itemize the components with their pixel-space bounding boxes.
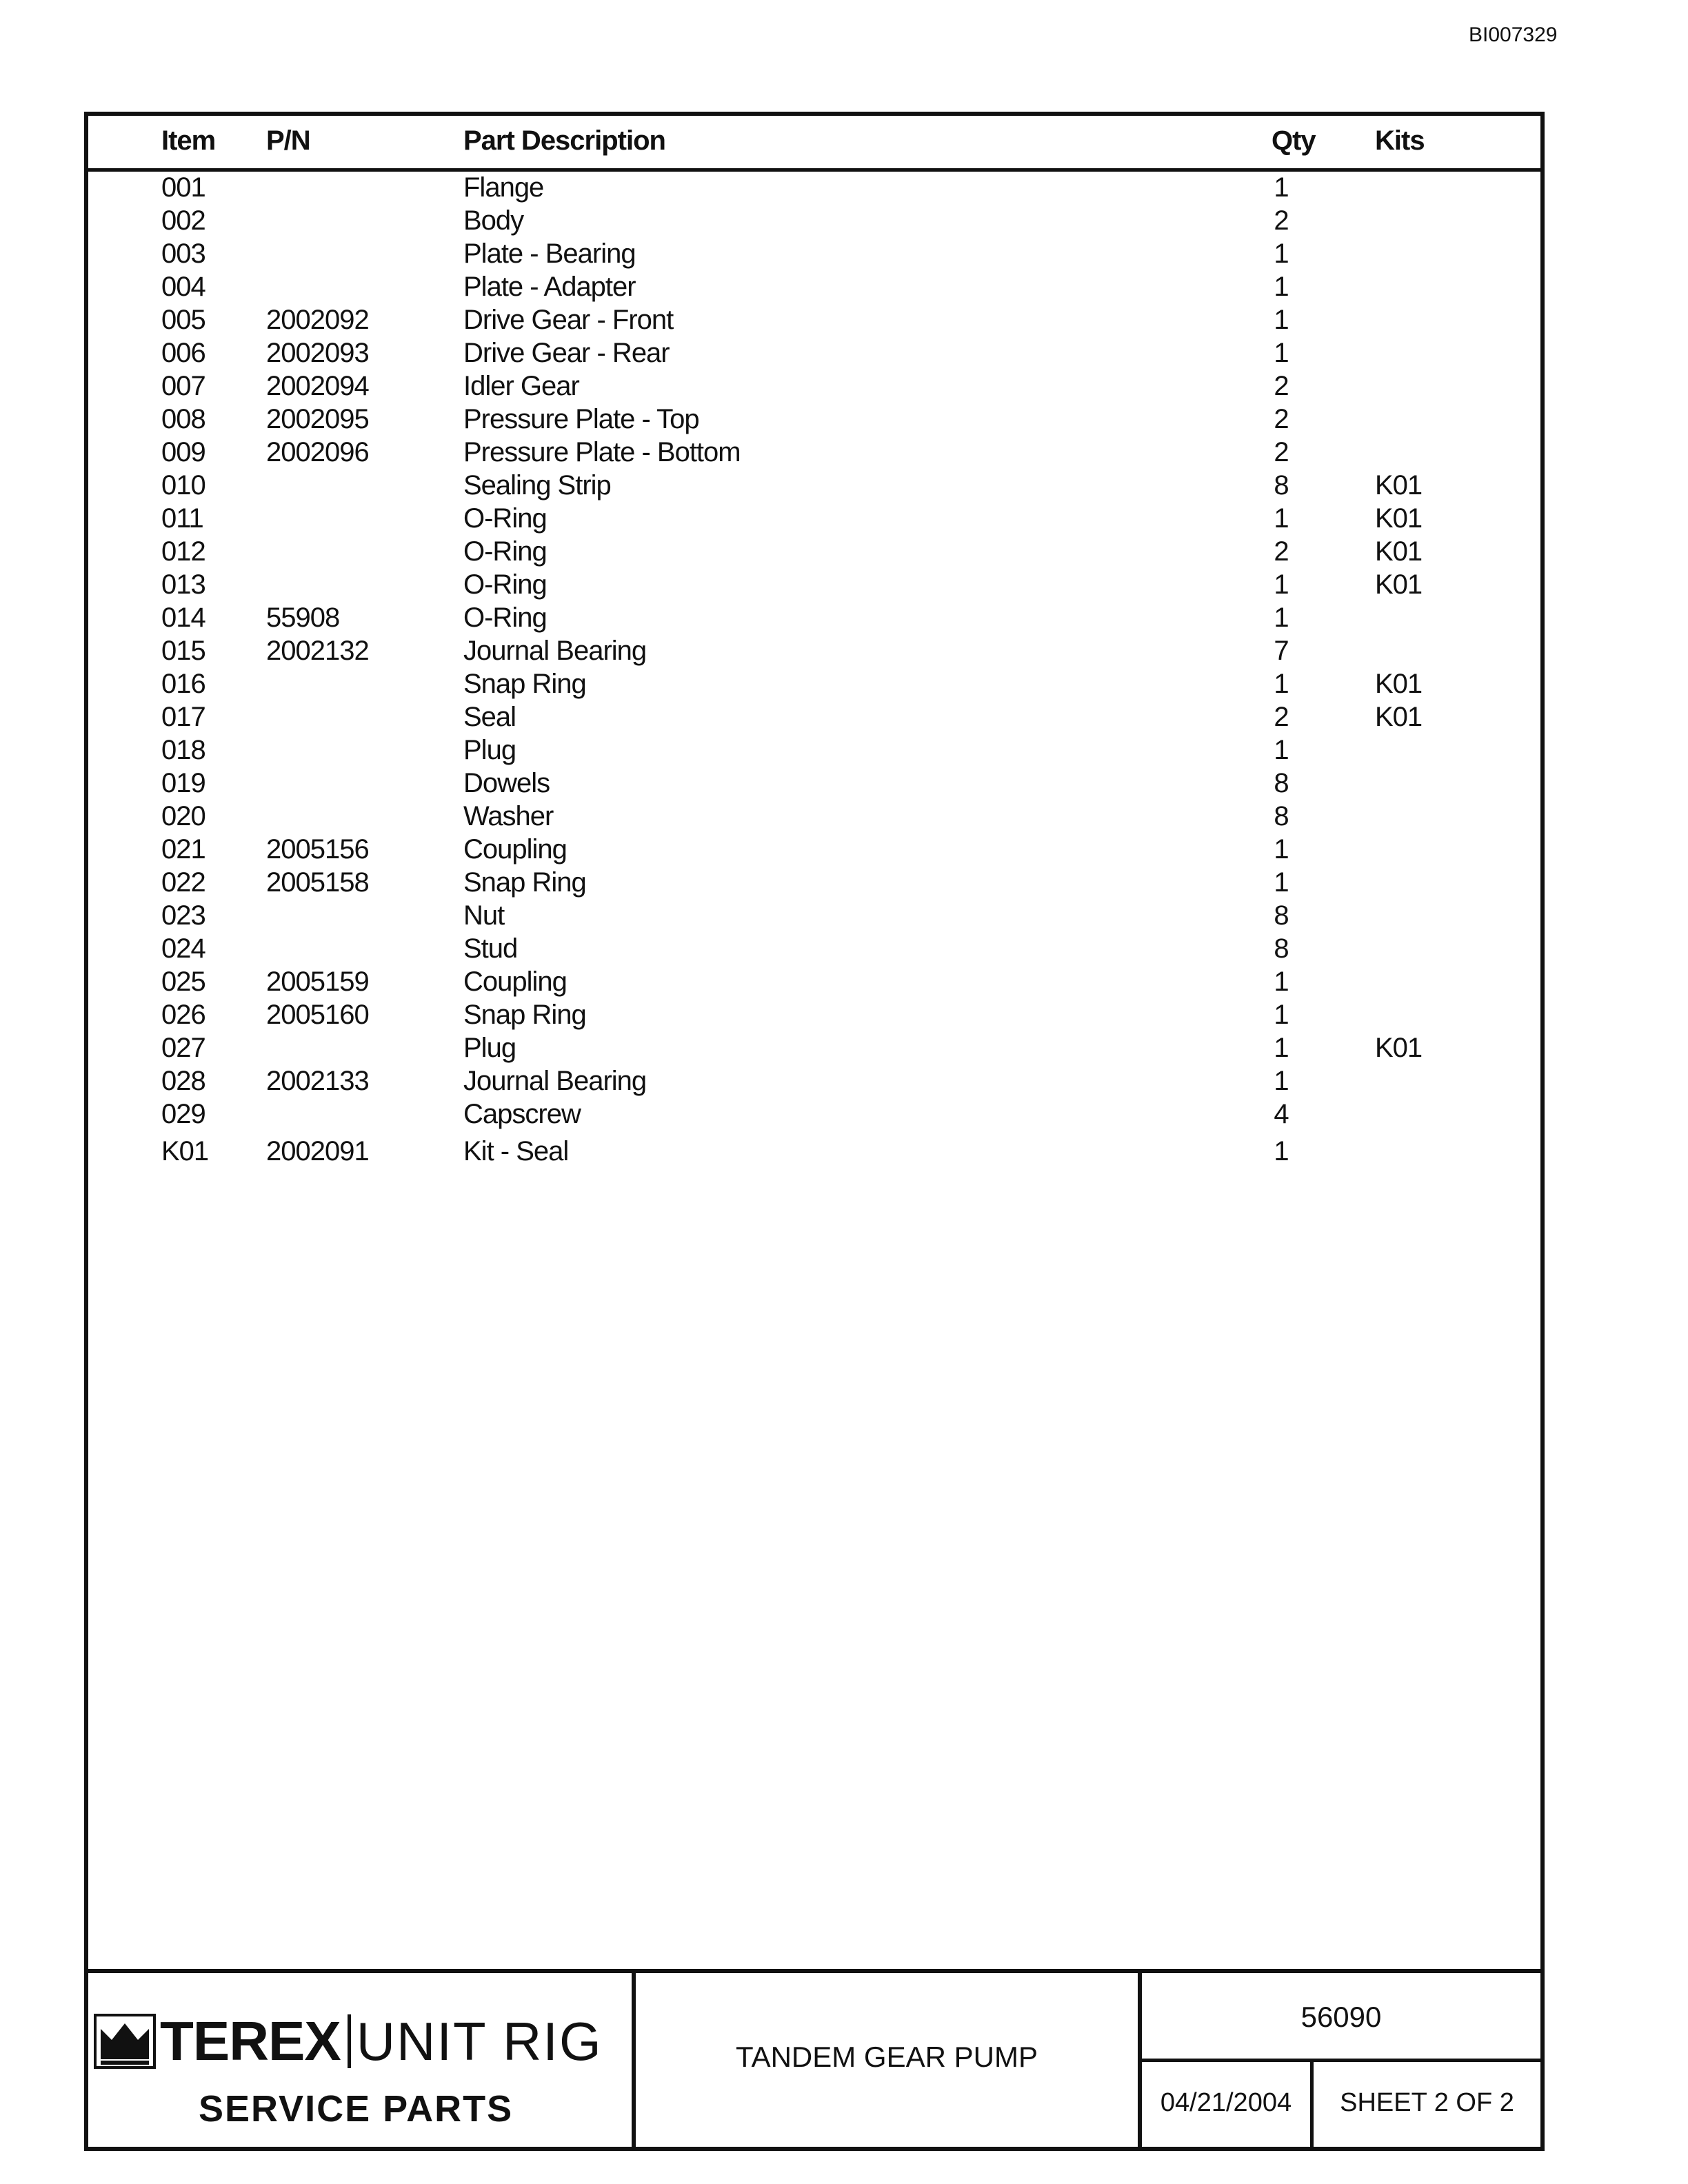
table-row: [88, 1098, 1540, 1131]
part-item-number: 002: [161, 205, 205, 236]
part-description: Plug: [463, 1033, 516, 1063]
part-quantity: 1: [1274, 305, 1289, 335]
part-description: Coupling: [463, 967, 567, 997]
part-quantity: 2: [1274, 404, 1289, 434]
part-number: 2002133: [266, 1066, 369, 1096]
part-item-number: 024: [161, 933, 205, 964]
part-item-number: 014: [161, 603, 205, 633]
part-number: 2002096: [266, 437, 369, 467]
part-item-number: 022: [161, 867, 205, 898]
part-quantity: 1: [1274, 867, 1289, 898]
part-quantity: 1: [1274, 603, 1289, 633]
title-cell: [636, 1973, 1142, 2147]
part-item-number: 012: [161, 536, 205, 567]
table-row: [88, 866, 1540, 899]
part-number: 2005159: [266, 967, 369, 997]
part-description: Nut: [463, 900, 505, 931]
part-number: 2005160: [266, 1000, 369, 1030]
part-number: 2005158: [266, 867, 369, 898]
part-number: 55908: [266, 603, 340, 633]
part-description: O-Ring: [463, 503, 547, 534]
title-block: [88, 1969, 1540, 2147]
part-quantity: 7: [1274, 636, 1289, 666]
part-item-number: 003: [161, 239, 205, 269]
part-description: Coupling: [463, 834, 567, 865]
part-kit: K01: [1375, 702, 1423, 732]
part-description: Pressure Plate - Top: [463, 404, 699, 434]
part-item-number: 027: [161, 1033, 205, 1063]
drawing-number-cell: [1142, 1973, 1540, 2062]
table-row: [88, 800, 1540, 833]
part-description: Seal: [463, 702, 516, 732]
part-description: Journal Bearing: [463, 1066, 647, 1096]
sheet-number: SHEET 2 OF 2: [1340, 2088, 1514, 2117]
assembly-title: TANDEM GEAR PUMP: [736, 2041, 1038, 2073]
table-row: [88, 601, 1540, 634]
part-description: Flange: [463, 172, 544, 203]
document-id: BI007329: [1469, 23, 1558, 46]
table-row: [88, 303, 1540, 336]
part-quantity: 1: [1274, 569, 1289, 600]
table-row: [88, 469, 1540, 502]
part-quantity: 1: [1274, 834, 1289, 865]
table-row: [88, 403, 1540, 436]
part-description: Plate - Bearing: [463, 239, 636, 269]
part-description: Idler Gear: [463, 371, 579, 401]
part-item-number: K01: [161, 1136, 209, 1166]
part-item-number: 018: [161, 735, 205, 765]
part-number: 2002091: [266, 1136, 369, 1166]
part-item-number: 020: [161, 801, 205, 831]
part-description: Pressure Plate - Bottom: [463, 437, 741, 467]
part-description: Body: [463, 205, 524, 236]
part-item-number: 007: [161, 371, 205, 401]
table-row: [88, 767, 1540, 800]
drawing-info: [1142, 1973, 1540, 2147]
part-number: 2005156: [266, 834, 369, 865]
part-quantity: 1: [1274, 669, 1289, 699]
part-item-number: 015: [161, 636, 205, 666]
part-item-number: 019: [161, 768, 205, 798]
column-header-pn: P/N: [266, 125, 310, 156]
part-description: Kit - Seal: [463, 1136, 569, 1166]
part-quantity: 1: [1274, 735, 1289, 765]
brand-logo: [94, 2010, 603, 2072]
part-quantity: 8: [1274, 801, 1289, 831]
part-description: Plate - Adapter: [463, 272, 636, 302]
table-row: [88, 734, 1540, 767]
part-quantity: 1: [1274, 172, 1289, 203]
table-row: [88, 998, 1540, 1031]
part-item-number: 023: [161, 900, 205, 931]
part-item-number: 026: [161, 1000, 205, 1030]
table-row: [88, 833, 1540, 866]
part-kit: K01: [1375, 470, 1423, 501]
table-row: [88, 1064, 1540, 1098]
part-description: Snap Ring: [463, 1000, 586, 1030]
part-description: Capscrew: [463, 1099, 581, 1129]
part-quantity: 2: [1274, 371, 1289, 401]
sheet-cell: [1314, 2062, 1540, 2147]
drawing-date: 04/21/2004: [1160, 2088, 1292, 2117]
part-item-number: 016: [161, 669, 205, 699]
column-header-kits: Kits: [1375, 125, 1425, 156]
table-row: [88, 1135, 1540, 1168]
drawing-number: 56090: [1300, 2001, 1382, 2033]
table-row: [88, 336, 1540, 370]
table-row: [88, 899, 1540, 932]
part-quantity: 8: [1274, 470, 1289, 501]
table-row: [88, 535, 1540, 568]
part-item-number: 008: [161, 404, 205, 434]
part-quantity: 2: [1274, 205, 1289, 236]
table-row: [88, 667, 1540, 700]
part-description: Dowels: [463, 768, 550, 798]
service-parts-label: SERVICE PARTS: [199, 2088, 514, 2130]
column-header-qty: Qty: [1272, 125, 1316, 156]
table-row: [88, 700, 1540, 734]
part-description: Journal Bearing: [463, 636, 647, 666]
table-row: [88, 634, 1540, 667]
table-row: [88, 932, 1540, 965]
part-description: Drive Gear - Front: [463, 305, 674, 335]
part-item-number: 013: [161, 569, 205, 600]
part-item-number: 029: [161, 1099, 205, 1129]
part-item-number: 009: [161, 437, 205, 467]
part-quantity: 1: [1274, 1000, 1289, 1030]
part-kit: K01: [1375, 669, 1423, 699]
table-row: [88, 436, 1540, 469]
part-quantity: 2: [1274, 536, 1289, 567]
part-item-number: 021: [161, 834, 205, 865]
table-row: [88, 204, 1540, 237]
logo-block: [88, 1973, 636, 2147]
part-description: Stud: [463, 933, 518, 964]
part-quantity: 2: [1274, 702, 1289, 732]
table-row: [88, 237, 1540, 270]
part-quantity: 8: [1274, 768, 1289, 798]
part-item-number: 004: [161, 272, 205, 302]
part-quantity: 1: [1274, 1033, 1289, 1063]
part-number: 2002095: [266, 404, 369, 434]
brand-name: TEREX: [160, 2010, 341, 2072]
part-item-number: 011: [161, 503, 203, 534]
brand-divider: [348, 2014, 351, 2068]
column-header-description: Part Description: [463, 125, 665, 156]
part-kit: K01: [1375, 1033, 1423, 1063]
table-row: [88, 270, 1540, 303]
table-row: [88, 502, 1540, 535]
part-item-number: 017: [161, 702, 205, 732]
part-item-number: 025: [161, 967, 205, 997]
date-cell: [1142, 2062, 1314, 2147]
brand-suffix: UNIT RIG: [356, 2011, 603, 2072]
part-description: O-Ring: [463, 603, 547, 633]
table-row: [88, 1031, 1540, 1064]
part-number: 2002092: [266, 305, 369, 335]
terex-crown-icon: [94, 2014, 156, 2069]
part-quantity: 1: [1274, 239, 1289, 269]
part-quantity: 2: [1274, 437, 1289, 467]
part-number: 2002094: [266, 371, 369, 401]
column-header-item: Item: [161, 125, 216, 156]
table-row: [88, 171, 1540, 204]
parts-list-frame: [84, 112, 1545, 2151]
part-number: 2002093: [266, 338, 369, 368]
part-quantity: 8: [1274, 900, 1289, 931]
part-description: Washer: [463, 801, 554, 831]
part-number: 2002132: [266, 636, 369, 666]
part-item-number: 001: [161, 172, 205, 203]
part-description: Snap Ring: [463, 669, 586, 699]
part-quantity: 1: [1274, 272, 1289, 302]
part-quantity: 4: [1274, 1099, 1289, 1129]
part-description: Plug: [463, 735, 516, 765]
table-row: [88, 965, 1540, 998]
part-quantity: 1: [1274, 967, 1289, 997]
table-header: [88, 116, 1540, 172]
part-quantity: 1: [1274, 1136, 1289, 1166]
part-description: O-Ring: [463, 569, 547, 600]
part-quantity: 1: [1274, 338, 1289, 368]
part-description: Sealing Strip: [463, 470, 611, 501]
part-kit: K01: [1375, 503, 1423, 534]
part-kit: K01: [1375, 536, 1423, 567]
part-quantity: 1: [1274, 1066, 1289, 1096]
part-item-number: 028: [161, 1066, 205, 1096]
table-row: [88, 370, 1540, 403]
table-row: [88, 568, 1540, 601]
part-description: Drive Gear - Rear: [463, 338, 670, 368]
part-item-number: 005: [161, 305, 205, 335]
part-quantity: 8: [1274, 933, 1289, 964]
part-item-number: 010: [161, 470, 205, 501]
part-description: O-Ring: [463, 536, 547, 567]
part-item-number: 006: [161, 338, 205, 368]
part-quantity: 1: [1274, 503, 1289, 534]
part-kit: K01: [1375, 569, 1423, 600]
part-description: Snap Ring: [463, 867, 586, 898]
